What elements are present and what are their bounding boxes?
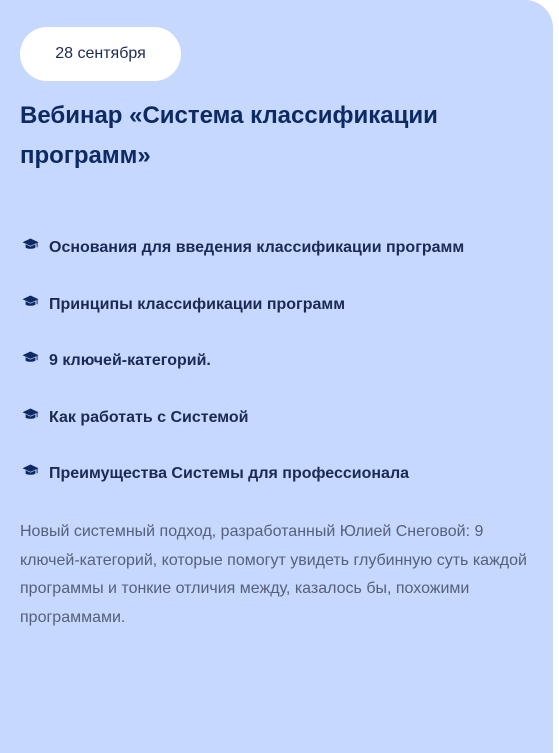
graduation-cap-icon — [20, 350, 40, 366]
graduation-cap-icon — [20, 407, 40, 423]
topic-item — [20, 220, 540, 277]
webinar-description: Новый системный подход, разработанный Юлией Снеговой: 9 ключей-категорий, которые помогут увидеть глубинную суть каждой программы и тонкие отличия между, казалось бы, похожими программами. — [20, 523, 527, 626]
topic-label: Преимущества Системы для профессионала — [49, 465, 409, 483]
topic-item — [20, 277, 540, 334]
topic-label: 9 ключей-категорий. — [49, 352, 211, 370]
topic-item — [20, 390, 540, 447]
topic-label: Как работать с Системой — [49, 408, 249, 426]
topic-label: Основания для введения классификации программ — [49, 239, 465, 257]
topic-item — [20, 446, 540, 503]
graduation-cap-icon — [20, 294, 40, 310]
graduation-cap-icon — [20, 463, 40, 479]
graduation-cap-icon — [20, 237, 40, 253]
date-badge: 28 сентября — [20, 27, 181, 81]
topic-list — [20, 220, 540, 503]
topic-label: Принципы классификации программ — [49, 295, 346, 313]
topic-item — [20, 333, 540, 390]
webinar-title: Вебинар «Система классификации программ» — [20, 102, 438, 169]
